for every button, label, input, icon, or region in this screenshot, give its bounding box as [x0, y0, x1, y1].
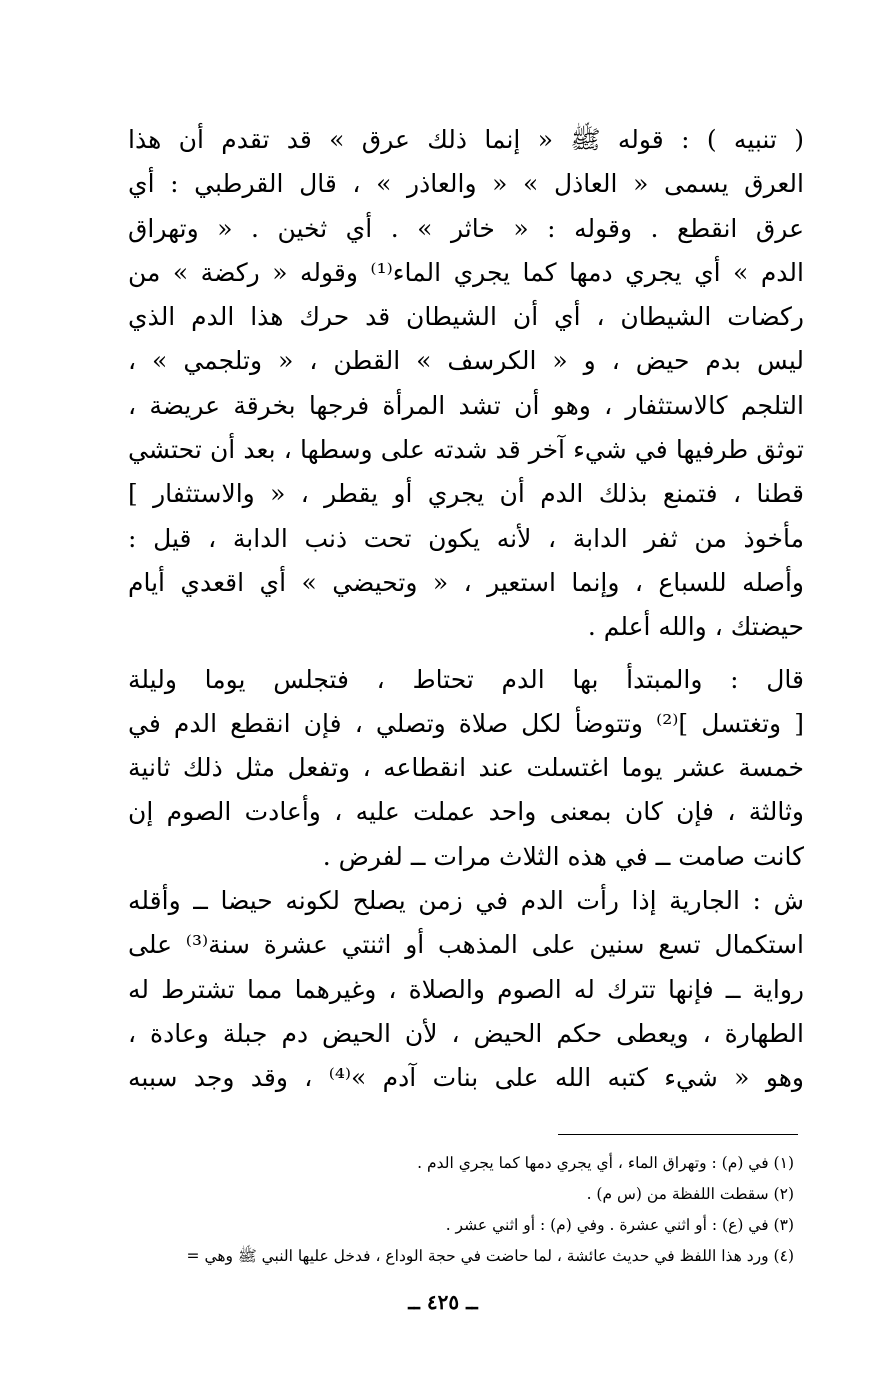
- text-line: كانت صامت ــ في هذه الثلاث مرات ــ لفرض .: [322, 841, 804, 871]
- footnote-item: (٢) سقطت اللفظة من (س م) .: [586, 1185, 794, 1203]
- page-number: ــ ٤٢٥ ــ: [408, 1290, 478, 1314]
- text-line: عرق انقطع . وقوله : « خاثر » . أي ثخين . « وتهراق: [128, 213, 804, 243]
- text-line: ليس بدم حيض ، و « الكرسف » القطن ، « وتلجمي » ،: [128, 346, 804, 376]
- text-line: العرق يسمى « العاذل » « والعاذر » ، قال القرطبي : أي: [128, 169, 804, 199]
- text-line: ركضات الشيطان ، أي أن الشيطان قد حرك هذا الدم الذي: [128, 302, 804, 332]
- text-line: الطهارة ، ويعطى حكم الحيض ، لأن الحيض دم جبلة وعادة ،: [128, 1018, 804, 1048]
- paragraph-sharh: [128, 879, 804, 1100]
- page-body: [128, 118, 804, 1101]
- footnote-item: (٤) ورد هذا اللفظ في حديث عائشة ، لما حاضت في حجة الوداع ، فدخل عليها النبي ﷺ وهي =: [186, 1247, 794, 1265]
- text-line: خمسة عشر يوما اغتسلت عند انقطاعه ، وتفعل مثل ذلك ثانية: [128, 753, 804, 783]
- text-line: وهو « شيء كتبه الله على بنات آدم »⁽⁴⁾ ، وقد وجد سببه: [128, 1063, 804, 1093]
- text-line: ( تنبيه ) : قوله ﷺ « إنما ذلك عرق » قد تقدم أن هذا: [128, 125, 804, 154]
- text-line: توثق طرفيها في شيء آخر قد شدته على وسطها ، بعد أن تحتشي: [128, 435, 804, 465]
- text-line: وثالثة ، فإن كان بمعنى واحد عملت عليه ، وأعادت الصوم إن: [128, 797, 804, 827]
- footnote-item: (٣) في (ع) : أو اثني عشرة . وفي (م) : أو اثني عشر .: [445, 1216, 794, 1234]
- text-line: قال : والمبتدأ بها الدم تحتاط ، فتجلس يوما وليلة: [128, 664, 804, 694]
- text-line: حيضتك ، والله أعلم .: [587, 612, 804, 642]
- text-line: رواية ــ فإنها تترك له الصوم والصلاة ، وغيرهما مما تشترط له: [128, 974, 804, 1004]
- text-line: الدم » أي يجري دمها كما يجري الماء⁽¹⁾ وقوله « ركضة » من: [128, 257, 804, 287]
- text-line: استكمال تسع سنين على المذهب أو اثنتي عشرة سنة⁽³⁾ على: [128, 930, 804, 960]
- footnotes: [94, 1148, 794, 1272]
- text-line: التلجم كالاستثفار ، وهو أن تشد المرأة فرجها بخرقة عريضة ،: [128, 390, 804, 420]
- text-line: قطنا ، فتمنع بذلك الدم أن يجري أو يقطر ، « والاستثفار ]: [128, 479, 804, 509]
- footnote-divider: [558, 1134, 798, 1135]
- text-line: مأخوذ من ثفر الدابة ، لأنه يكون تحت ذنب الدابة ، قيل :: [128, 523, 804, 553]
- text-line: وأصله للسباع ، وإنما استعير ، « وتحيضي » أي اقعدي أيام: [128, 567, 804, 597]
- paragraph-matn: [128, 658, 804, 879]
- text-line: ش : الجارية إذا رأت الدم في زمن يصلح لكونه حيضا ــ وأقله: [128, 886, 804, 916]
- paragraph-note: [128, 118, 804, 650]
- text-line: [ وتغتسل ]⁽²⁾ وتتوضأ لكل صلاة وتصلي ، فإن انقطع الدم في: [128, 708, 804, 738]
- footnote-item: (١) في (م) : وتهراق الماء ، أي يجري دمها كما يجري الدم .: [417, 1154, 794, 1172]
